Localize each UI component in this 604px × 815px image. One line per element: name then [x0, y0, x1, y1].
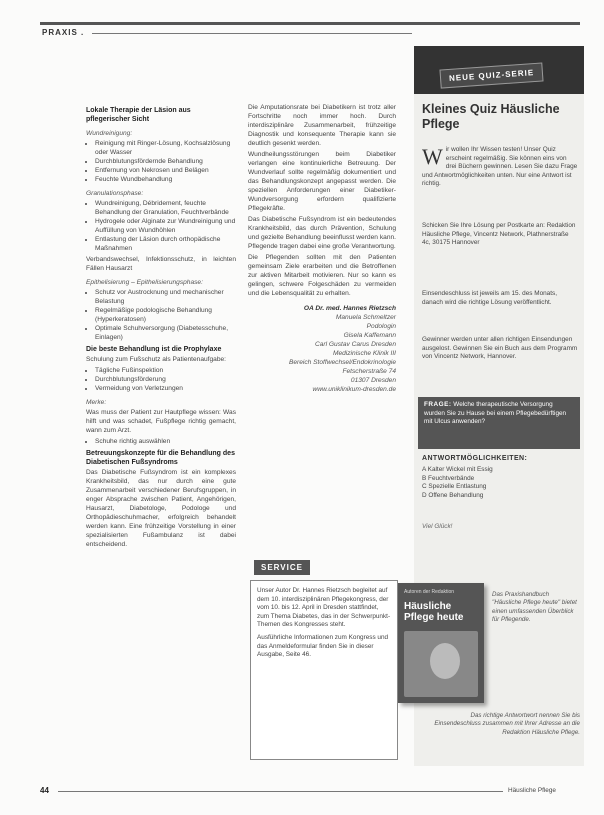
middle-column: [248, 103, 396, 394]
credit-line: Fetscherstraße 74: [342, 368, 396, 375]
service-tag: SERVICE: [254, 560, 310, 575]
section-rule: [92, 33, 412, 34]
credit-line: Medizinische Klinik III: [332, 350, 396, 357]
list-item: • Schutz vor Austrocknung und mechanischer Belastung: [95, 288, 236, 306]
sidebar-quote: Das richtige Antwortwort nennen Sie bis Einsendeschluss zusammen mit Ihrer Adresse an die Redaktion Häusliche Pflege.: [434, 712, 580, 736]
granulation-note: Verbandswechsel, Infektionsschutz, in leichten Fällen Hausarzt: [86, 256, 236, 272]
list-item: • Feuchte Wundbehandlung: [95, 175, 236, 184]
list-item: • Wundreinigung, Débridement, feuchte Behandlung der Granulation, Feuchtverbände: [95, 199, 236, 217]
list-item: • Vermeidung von Verletzungen: [95, 384, 236, 393]
list-epithelisierung: [86, 288, 236, 342]
author-credits: [248, 304, 396, 394]
book-cover: [398, 583, 484, 703]
mid-paragraph: Das Diabetische Fußsyndrom ist ein bedeutendes Krankheitsbild, das durch Prävention, Schulung und gezielte Behandlung beeinflusst werden kann. Pflegende tragen dabei eine große Verantwortung.: [248, 216, 396, 250]
credit-author: OA Dr. med. Hannes Rietzsch: [303, 305, 396, 312]
list-item: • Tägliche Fußinspektion: [95, 366, 236, 375]
answer-option: A Kalter Wickel mit Essig: [422, 466, 493, 473]
service-body: [250, 580, 398, 760]
list-item: • Entfernung von Nekrosen und Belägen: [95, 166, 236, 175]
page-number: 44: [40, 786, 49, 795]
answer-option: C Spezielle Entlastung: [422, 483, 487, 491]
book-authors: Autoren der Redaktion: [404, 589, 455, 595]
credit-line: Manuela Schmeltzer: [335, 314, 396, 321]
answer-options: [422, 466, 578, 500]
list-item: • Optimale Schuhversorgung (Diabetesschuhe, Einlagen): [95, 324, 236, 342]
heading-lokale-therapie: Lokale Therapie der Läsion aus pflegerischer Sicht: [86, 107, 191, 123]
good-luck-text: Viel Glück!: [422, 523, 453, 530]
service-paragraph: Ausführliche Informationen zum Kongress und das Anmeldeformular finden Sie in dieser Ausgabe, Seite 46.: [257, 633, 389, 659]
mid-paragraph: Die Amputationsrate bei Diabetikern ist trotz aller Fortschritte noch immer hoch. Durch interdisziplinäre Zusammenarbeit, frühzeitige Diagnostik und konsequente Therapie kann sie deutlich gesenkt werden.: [248, 104, 396, 147]
footer-rule: [58, 791, 503, 792]
quiz-intro: [422, 146, 578, 189]
credit-line: 01307 Dresden: [350, 377, 396, 384]
mid-paragraph: Wundheilungsstörungen beim Diabetiker verlangen eine kontinuierliche Betreuung. Der Wundverlauf sollte regelmäßig dokumentiert und das Behandlungskonzept angepasst werden. Die speziellen Anforderungen einer Diabetiker-Wundversorgung erfordern qualifizierte Pflegekräfte.: [248, 151, 396, 212]
book-title: Häusliche Pflege heute: [404, 601, 464, 623]
list-prophylaxe: [86, 366, 236, 393]
question-text: Welche therapeutische Versorgung wurden Sie zu Hause bei einem Pflegebedürftigen mit Ulcus anwenden?: [424, 401, 567, 426]
subheading-granulation: Granulationsphase:: [86, 190, 144, 197]
answer-option: B Feuchtverbände: [422, 474, 475, 482]
heading-betreuungskonzepte: Betreuungskonzepte für die Behandlung des Diabetischen Fußsyndroms: [86, 450, 235, 466]
service-box: [250, 560, 400, 770]
list-item: • Schuhe richtig auswählen: [95, 437, 236, 446]
credit-line: Carl Gustav Carus Dresden: [315, 341, 396, 348]
quiz-prizes: Gewinner werden unter allen richtigen Einsendungen ausgelost. Gewinnen Sie ein Buch aus dem Programm von Vincentz Network, Hannover.: [422, 336, 578, 361]
prophylaxe-intro: Schulung zum Fußschutz als Patientenaufgabe:: [86, 356, 227, 363]
quiz-intro-text: ir wollen Ihr Wissen testen! Unser Quiz erscheint regelmäßig. Sie können eins von drei Büchern gewinnen. Lesen Sie dazu Frage und Antwortmöglichkeiten unten. Nur eine Antwort ist richtig.: [422, 146, 578, 188]
left-column: [86, 103, 236, 551]
subheading-merke: Merke:: [86, 399, 107, 406]
credit-link[interactable]: www.uniklinikum-dresden.de: [312, 386, 396, 393]
question-box: [418, 397, 580, 449]
question-label: FRAGE:: [424, 401, 452, 408]
list-wundreinigung: [86, 139, 236, 184]
quiz-title: Kleines Quiz Häusliche Pflege: [422, 102, 560, 131]
credit-line: Podologin: [366, 323, 396, 330]
answer-option: D Offene Behandlung: [422, 491, 484, 499]
section-tag: PRAXIS .: [42, 28, 85, 37]
subheading-wundreinigung: Wundreinigung:: [86, 130, 133, 137]
betreuung-body: Das Diabetische Fußsyndrom ist ein komplexes Krankheitsbild, das nur durch eine gute Zusammenarbeit verschiedener Berufsgruppen, in enger Absprache zwischen Patient, Angehörigen, Hausarzt, Diabetologe, Podologe und Orthopädieschuhmacher, erfolgreich behandelt werden kann. Eine frühzeitige Vorstellung in einer spezialisierten Fußambulanz ist dabei entscheidend.: [86, 469, 236, 548]
portrait-image: [430, 643, 460, 679]
list-item: • Durchblutungsförderung: [95, 375, 236, 384]
magazine-name: Häusliche Pflege: [508, 787, 556, 794]
dropcap: W: [422, 144, 443, 169]
list-item: • Reinigung mit Ringer-Lösung, Kochsalzlösung oder Wasser: [95, 139, 236, 157]
credit-line: Bereich Stoffwechsel/Endokrinologie: [288, 359, 396, 366]
list-merke: [86, 437, 236, 446]
merke-text: Was muss der Patient zur Hautpflege wissen: Was hilft und was schadet, Fußpflege richtig gemacht, wann zum Arzt.: [86, 409, 236, 434]
options-title: ANTWORTMÖGLICHKEITEN:: [422, 455, 528, 462]
top-rule: [40, 22, 580, 25]
subheading-epithelisierung: Epithelisierung – Epithelisierungsphase:: [86, 279, 203, 286]
service-paragraph: Unser Autor Dr. Hannes Rietzsch begleitet auf dem 10. interdisziplinären Pflegekongress, der vom 10. bis 12. April in Dresden stattfindet, zum Thema Diabetes, das in der Schwerpunkt-Themen des Kongresses steht.: [257, 587, 391, 629]
heading-prophylaxe: Die beste Behandlung ist die Prophylaxe: [86, 346, 222, 353]
credit-line: Gisela Kaffemann: [343, 332, 396, 339]
mid-paragraph: Die Pflegenden sollten mit den Patienten gemeinsam Ziele erarbeiten und die Betroffenen zur aktiven Mitarbeit motivieren. Nur so kann es gelingen, schwere Folgeschäden zu vermeiden und die Lebensqualität zu erhalten.: [248, 254, 396, 297]
quiz-series-tag: NEUE QUIZ-SERIE: [439, 62, 543, 88]
book-photo: [404, 631, 478, 697]
list-item: • Entlastung der Läsion durch orthopädische Maßnahmen: [95, 235, 236, 253]
list-granulation: [86, 199, 236, 253]
list-item: • Hydrogele oder Alginate zur Wundreinigung und Auffüllung von Wundhöhlen: [95, 217, 236, 235]
list-item: • Durchblutungsfördernde Behandlung: [95, 157, 236, 166]
quiz-address: Schicken Sie Ihre Lösung per Postkarte an: Redaktion Häusliche Pflege, Vincentz Network, Plathnerstraße 4c, 30175 Hannover: [422, 222, 576, 247]
book-caption: Das Praxishandbuch "Häusliche Pflege heute" bietet einen umfassenden Überblick für Pflegende.: [492, 591, 577, 624]
list-item: • Regelmäßige podologische Behandlung (Hyperkeratosen): [95, 306, 236, 324]
quiz-deadline: Einsendeschluss ist jeweils am 15. des Monats, danach wird die richtige Lösung veröffentlicht.: [422, 290, 557, 306]
